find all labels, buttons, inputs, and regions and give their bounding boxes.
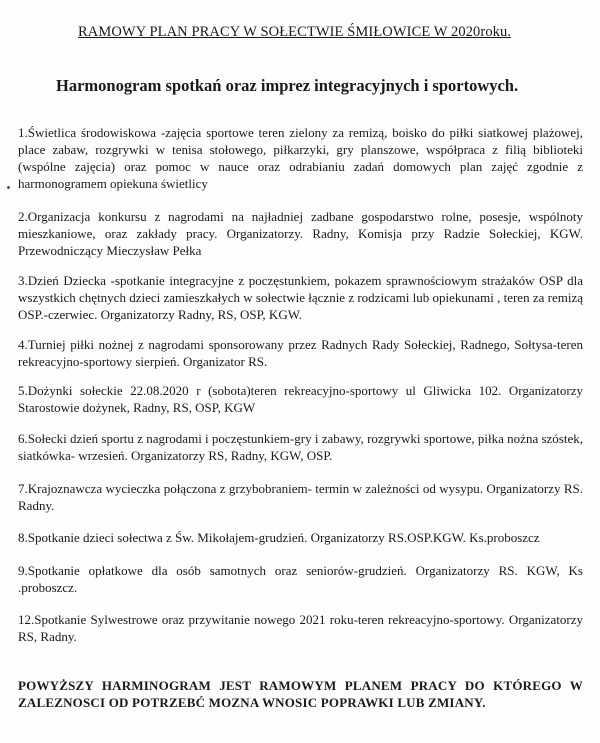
document-subtitle: Harmonogram spotkań oraz imprez integracyjnych i sportowych. xyxy=(56,76,519,95)
schedule-item-4: 4.Turniej piłki nożnej z nagrodami sponsorowany przez Radnych Rady Sołeckiej, Radnego, Sołtysa-teren rekreacyjno-sportowy sierpień. Organizator RS. xyxy=(18,337,583,369)
schedule-item-8: 8.Spotkanie dzieci sołectwa z Św. Mikołajem-grudzień. Organizatorzy RS.OSP.KGW. Ks.proboszcz xyxy=(18,530,540,545)
schedule-item-3: 3.Dzień Dziecka -spotkanie integracyjne z poczęstunkiem, pokazem sprawnościowym strażaków OSP dla wszystkich chętnych dzieci zamieszkałych w sołectwie łącznie z rodzicami lub opiekunami , teren za remizą OSP.-czerwiec. Organizatorzy Radny, RS, OSP, KGW. xyxy=(18,273,583,322)
schedule-item-5: 5.Dożynki sołeckie 22.08.2020 r (sobota)teren rekreacyjno-sportowy ul Gliwicka 102. Organizatorzy Starostowie dożynek, Radny, RS, OSP, KGW xyxy=(18,383,583,415)
schedule-item-9: 9.Spotkanie opłatkowe dla osób samotnych oraz seniorów-grudzień. Organizatorzy RS. KGW, Ks .proboszcz. xyxy=(18,563,583,595)
schedule-item-6: 6.Sołecki dzień sportu z nagrodami i poczęstunkiem-gry i zabawy, rozgrywki sportowe, piłka nożna szóstek, siatkówka- wrzesień. Organizatorzy RS, Radny, KGW, OSP. xyxy=(18,431,583,463)
schedule-item-1: 1.Świetlica środowiskowa -zajęcia sportowe teren zielony za remizą, boisko do piłki siatkowej plażowej, place zabaw, rozgrywki w tenisa stołowego, piłkarzyki, gry planszowe, współpraca z filią biblioteki (wspólne zajęcia) oraz pomoc w nauce oraz odrabianiu zadań domowych plan zajęć zgodnie z harmonogramem opiekuna świetlicy xyxy=(18,125,583,191)
schedule-item-7: 7.Krajoznawcza wycieczka połączona z grzybobraniem- termin w zależności od wysypu. Organizatorzy RS. Radny. xyxy=(18,481,583,513)
footer-note: POWYŻSZY HARMINOGRAM JEST RAMOWYM PLANEM PRACY DO KTÓREGO W ZALEZNOSCI OD POTRZEBĆ MOZNA WNOSIC POPRAWKI LUB ZMIANY. xyxy=(18,678,583,710)
margin-mark xyxy=(7,186,10,189)
document-title: RAMOWY PLAN PRACY W SOŁECTWIE ŚMIŁOWICE W 2020roku. xyxy=(78,24,512,40)
schedule-item-2: 2.Organizacja konkursu z nagrodami na najładniej zadbane gospodarstwo rolne, posesje, wspólnoty mieszkaniowe, oraz zakłady pracy. Organizatorzy. Radny, Komisja przy Radzie Sołeckiej, KGW. Przewodniczący Mieczysław Pełka xyxy=(18,209,583,258)
schedule-item-12: 12.Spotkanie Sylwestrowe oraz przywitanie nowego 2021 roku-teren rekreacyjno-sportowy. Organizatorzy RS, Radny. xyxy=(18,612,583,644)
